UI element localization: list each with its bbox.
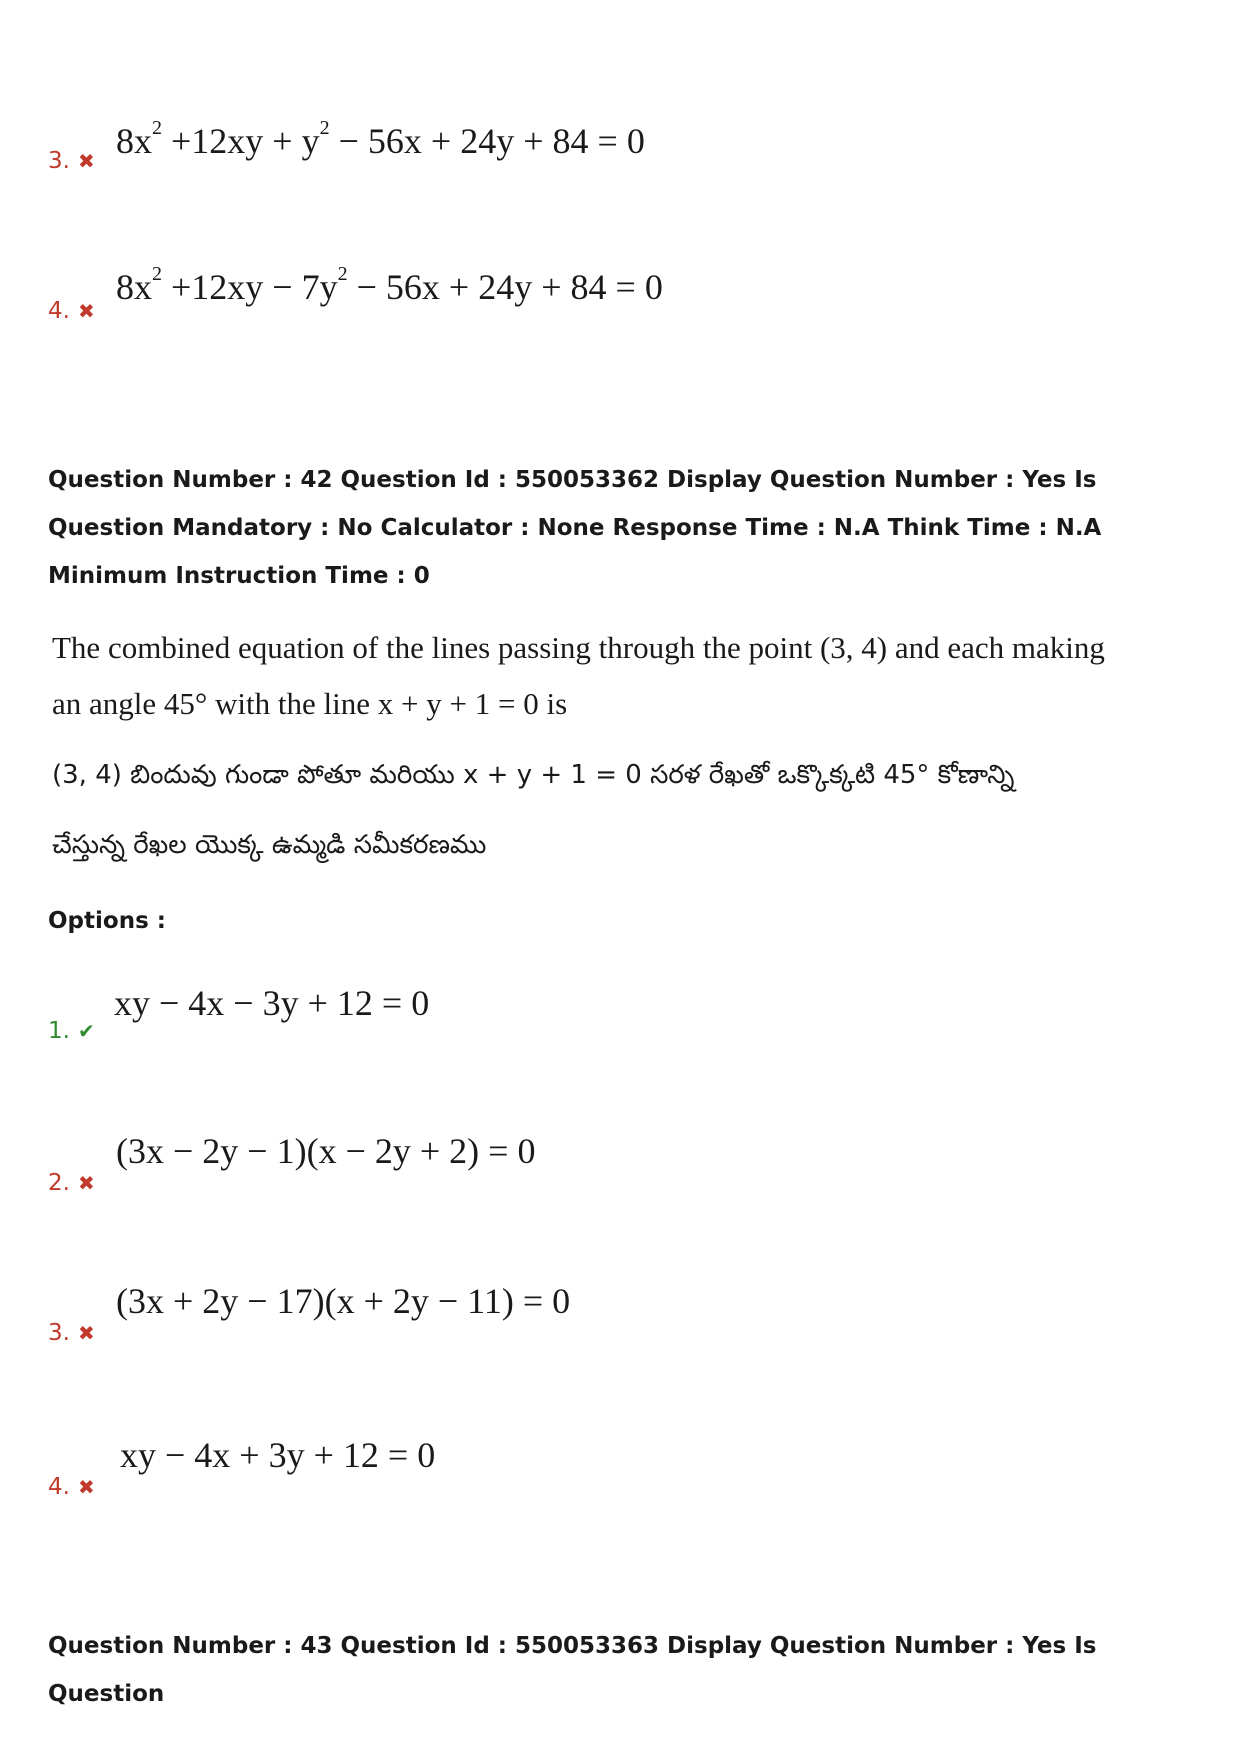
prev-option-4 <box>0 258 1240 348</box>
option-3 <box>0 1280 1240 1370</box>
cross-icon: ✖ <box>77 1475 95 1499</box>
option-equation: (3x + 2y − 17)(x + 2y − 11) = 0 <box>116 1281 571 1321</box>
option-equation: xy − 4x − 3y + 12 = 0 <box>114 983 430 1023</box>
option-marker: 3. ✖ <box>48 148 95 174</box>
question-43-meta: Question Number : 43 Question Id : 550053363 Display Question Number : Yes Is Question <box>48 1633 1097 1707</box>
cross-icon: ✖ <box>77 299 95 323</box>
option-marker: 1. ✔ <box>48 1018 95 1044</box>
cross-icon: ✖ <box>77 1321 95 1345</box>
option-equation: xy − 4x + 3y + 12 = 0 <box>120 1435 436 1475</box>
check-icon: ✔ <box>77 1019 95 1043</box>
options-label: Options : <box>48 908 166 934</box>
option-marker: 4. ✖ <box>48 1474 95 1500</box>
option-marker: 2. ✖ <box>48 1170 95 1196</box>
prev-option-3 <box>0 110 1240 200</box>
question-english-line-2: an angle 45° with the line x + y + 1 = 0 is <box>52 686 568 721</box>
cross-icon: ✖ <box>77 149 95 173</box>
option-marker: 3. ✖ <box>48 1320 95 1346</box>
option-equation: $8x^2 +12xy + y^2 - 56x + 24y + 84 = 0$ <box>116 117 645 161</box>
option-2 <box>0 1130 1240 1220</box>
question-telugu-line-1: (3, 4) బిందువు గుండా పోతూ మరియు x + y + 1 = 0 సరళ రేఖతో ఒక్కొక్కటి 45° కోణాన్ని <box>52 760 1015 790</box>
option-marker: 4. ✖ <box>48 298 95 324</box>
cross-icon: ✖ <box>77 1171 95 1195</box>
option-equation: $8x^2 +12xy - 7y^2 - 56x + 24y + 84 = 0$ <box>116 263 663 307</box>
question-telugu-line-2: చేస్తున్న రేఖల యొక్క ఉమ్మడి సమీకరణము <box>52 830 487 860</box>
option-equation: (3x − 2y − 1)(x − 2y + 2) = 0 <box>116 1131 536 1171</box>
question-english-line-1: The combined equation of the lines passing through the point (3, 4) and each making <box>52 630 1105 665</box>
question-42-meta: Question Number : 42 Question Id : 550053362 Display Question Number : Yes Is Question Mandatory : No Calculator : None Response Time : N.A Think Time : N.A Minimum Instruction Time : 0 <box>48 467 1102 589</box>
option-1 <box>0 982 1240 1072</box>
option-4 <box>0 1434 1240 1524</box>
